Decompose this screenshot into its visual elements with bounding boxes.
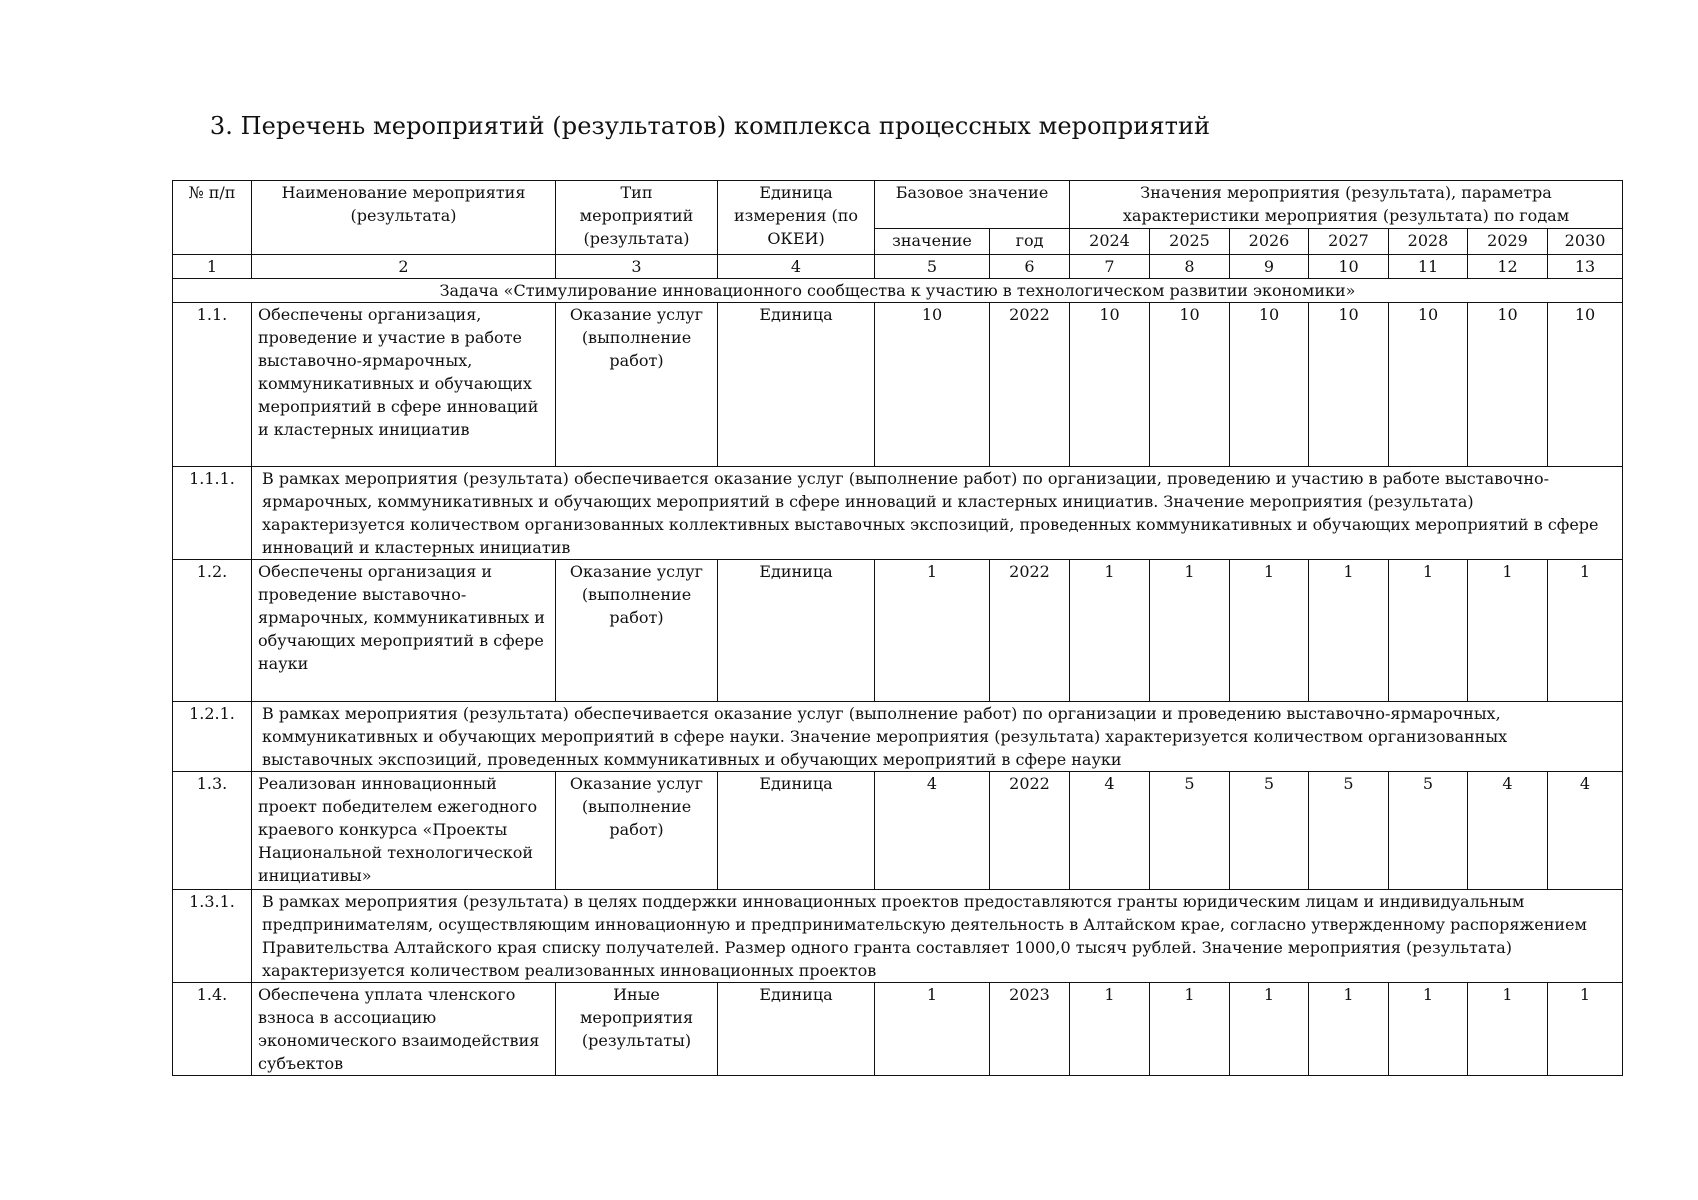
row-value: 1 bbox=[1468, 560, 1548, 702]
row-value: 1 bbox=[1070, 983, 1150, 1076]
row-value: 1 bbox=[1230, 983, 1309, 1076]
row-value: 10 bbox=[1230, 303, 1309, 467]
row-value: 1 bbox=[1230, 560, 1309, 702]
column-number: 5 bbox=[875, 255, 990, 279]
header-unit: Единица измерения (по ОКЕИ) bbox=[718, 181, 875, 255]
row-base-year: 2023 bbox=[990, 983, 1070, 1076]
row-value: 10 bbox=[1548, 303, 1623, 467]
row-value: 1 bbox=[1389, 983, 1468, 1076]
header-base-year: год bbox=[990, 229, 1070, 255]
header-name: Наименование мероприятия (результата) bbox=[252, 181, 556, 255]
row-value: 1 bbox=[1468, 983, 1548, 1076]
row-name: Обеспечена уплата членского взноса в ассоциацию экономического взаимодействия субъектов bbox=[252, 983, 556, 1076]
row-value: 10 bbox=[1070, 303, 1150, 467]
header-base: Базовое значение bbox=[875, 181, 1070, 229]
row-num: 1.1. bbox=[173, 303, 252, 467]
measures-table bbox=[172, 180, 1623, 1076]
row-base-value: 4 bbox=[875, 772, 990, 890]
row-value: 1 bbox=[1309, 560, 1389, 702]
header-year: 2028 bbox=[1389, 229, 1468, 255]
description-row bbox=[173, 702, 1623, 772]
row-value: 1 bbox=[1548, 560, 1623, 702]
document-title: 3. Перечень мероприятий (результатов) комплекса процессных мероприятий bbox=[209, 112, 1211, 140]
row-value: 10 bbox=[1150, 303, 1230, 467]
row-value: 5 bbox=[1309, 772, 1389, 890]
row-name: Обеспечены организация и проведение выставочно-ярмарочных, коммуникативных и обучающих мероприятий в сфере науки bbox=[252, 560, 556, 702]
row-num: 1.2. bbox=[173, 560, 252, 702]
row-value: 1 bbox=[1150, 560, 1230, 702]
desc-num: 1.1.1. bbox=[173, 467, 252, 560]
header-year: 2025 bbox=[1150, 229, 1230, 255]
column-number: 4 bbox=[718, 255, 875, 279]
row-value: 10 bbox=[1309, 303, 1389, 467]
column-number: 2 bbox=[252, 255, 556, 279]
row-unit: Единица bbox=[718, 983, 875, 1076]
row-value: 1 bbox=[1070, 560, 1150, 702]
row-type: Оказание услуг (выполнение работ) bbox=[556, 560, 718, 702]
desc-text: В рамках мероприятия (результата) обеспечивается оказание услуг (выполнение работ) по организации, проведению и участию в работе выставочно-ярмарочных, коммуникативных и обучающих мероприятий в сфере инноваций и кластерных инициатив. Значение мероприятия (результата) характеризуется количеством организованных коллективных выставочных экспозиций, проведенных коммуникативных и обучающих мероприятий в сфере инноваций и кластерных инициатив bbox=[252, 467, 1623, 560]
column-number: 9 bbox=[1230, 255, 1309, 279]
row-unit: Единица bbox=[718, 303, 875, 467]
column-number: 6 bbox=[990, 255, 1070, 279]
header-year: 2024 bbox=[1070, 229, 1150, 255]
row-base-value: 10 bbox=[875, 303, 990, 467]
row-value: 1 bbox=[1309, 983, 1389, 1076]
table-row bbox=[173, 560, 1623, 702]
row-num: 1.4. bbox=[173, 983, 252, 1076]
row-base-year: 2022 bbox=[990, 560, 1070, 702]
header-year: 2027 bbox=[1309, 229, 1389, 255]
table-row bbox=[173, 983, 1623, 1076]
row-unit: Единица bbox=[718, 560, 875, 702]
desc-num: 1.2.1. bbox=[173, 702, 252, 772]
row-value: 5 bbox=[1150, 772, 1230, 890]
task-row bbox=[173, 279, 1623, 303]
row-value: 10 bbox=[1389, 303, 1468, 467]
desc-text: В рамках мероприятия (результата) обеспечивается оказание услуг (выполнение работ) по организации и проведению выставочно-ярмарочных, коммуникативных и обучающих мероприятий в сфере науки. Значение мероприятия (результата) характеризуется количеством организованных выставочных экспозиций, проведенных коммуникативных и обучающих мероприятий в сфере науки bbox=[252, 702, 1623, 772]
row-base-value: 1 bbox=[875, 983, 990, 1076]
header-year: 2026 bbox=[1230, 229, 1309, 255]
task-title: Задача «Стимулирование инновационного сообщества к участию в технологическом развитии экономики» bbox=[173, 279, 1623, 303]
row-value: 10 bbox=[1468, 303, 1548, 467]
row-name: Реализован инновационный проект победителем ежегодного краевого конкурса «Проекты Национальной технологической инициативы» bbox=[252, 772, 556, 890]
row-type: Оказание услуг (выполнение работ) bbox=[556, 303, 718, 467]
column-number: 12 bbox=[1468, 255, 1548, 279]
row-value: 4 bbox=[1468, 772, 1548, 890]
row-base-year: 2022 bbox=[990, 303, 1070, 467]
row-base-year: 2022 bbox=[990, 772, 1070, 890]
desc-num: 1.3.1. bbox=[173, 890, 252, 983]
column-number: 13 bbox=[1548, 255, 1623, 279]
table-row bbox=[173, 772, 1623, 890]
column-number-row bbox=[173, 255, 1623, 279]
row-value: 1 bbox=[1150, 983, 1230, 1076]
description-row bbox=[173, 890, 1623, 983]
description-row bbox=[173, 467, 1623, 560]
row-value: 5 bbox=[1389, 772, 1468, 890]
column-number: 10 bbox=[1309, 255, 1389, 279]
column-number: 8 bbox=[1150, 255, 1230, 279]
table-row bbox=[173, 303, 1623, 467]
column-number: 1 bbox=[173, 255, 252, 279]
row-num: 1.3. bbox=[173, 772, 252, 890]
column-number: 11 bbox=[1389, 255, 1468, 279]
row-value: 1 bbox=[1389, 560, 1468, 702]
header-num: № п/п bbox=[173, 181, 252, 255]
header-year: 2030 bbox=[1548, 229, 1623, 255]
header-year: 2029 bbox=[1468, 229, 1548, 255]
row-unit: Единица bbox=[718, 772, 875, 890]
row-value: 1 bbox=[1548, 983, 1623, 1076]
header-values: Значения мероприятия (результата), параметра характеристики мероприятия (результата) по годам bbox=[1070, 181, 1623, 229]
row-type: Иные мероприятия (результаты) bbox=[556, 983, 718, 1076]
desc-text: В рамках мероприятия (результата) в целях поддержки инновационных проектов предоставляются гранты юридическим лицам и индивидуальным предпринимателям, осуществляющим инновационную и предпринимательскую деятельность в Алтайском крае, согласно утвержденному распоряжением Правительства Алтайского края списку получателей. Размер одного гранта составляет 1000,0 тысяч рублей. Значение мероприятия (результата) характеризуется количеством реализованных инновационных проектов bbox=[252, 890, 1623, 983]
row-name: Обеспечены организация, проведение и участие в работе выставочно-ярмарочных, коммуникативных и обучающих мероприятий в сфере инноваций и кластерных инициатив bbox=[252, 303, 556, 467]
column-number: 7 bbox=[1070, 255, 1150, 279]
row-type: Оказание услуг (выполнение работ) bbox=[556, 772, 718, 890]
row-value: 4 bbox=[1070, 772, 1150, 890]
header-base-value: значение bbox=[875, 229, 990, 255]
header-type: Тип мероприятий (результата) bbox=[556, 181, 718, 255]
row-value: 5 bbox=[1230, 772, 1309, 890]
column-number: 3 bbox=[556, 255, 718, 279]
row-value: 4 bbox=[1548, 772, 1623, 890]
row-base-value: 1 bbox=[875, 560, 990, 702]
